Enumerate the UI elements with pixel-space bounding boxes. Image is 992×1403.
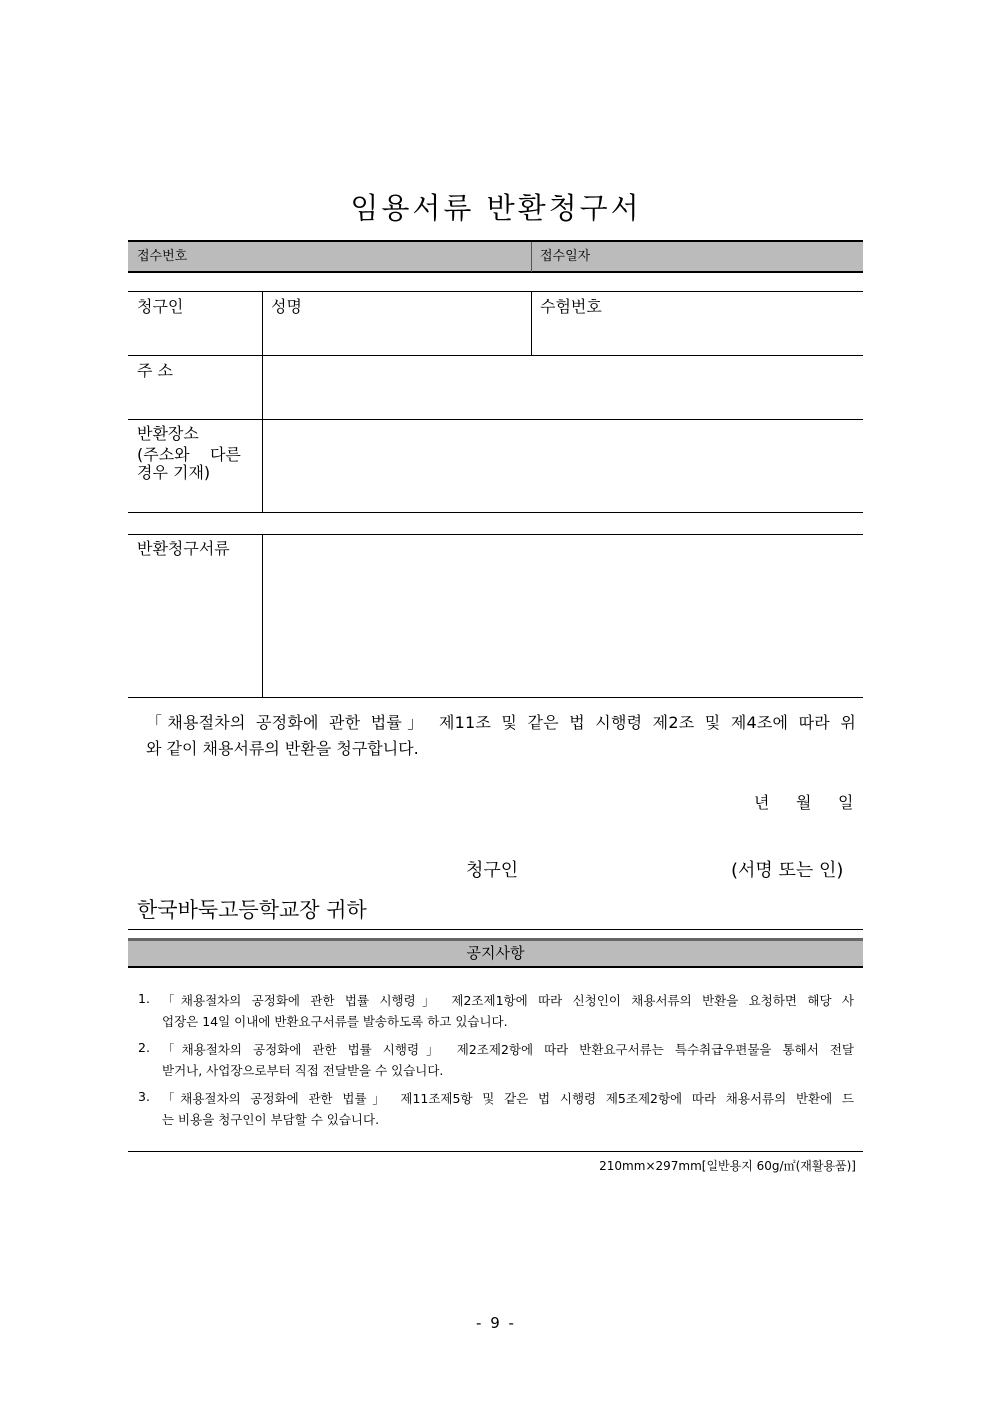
return-place-label-line2: (주소와 다른 — [137, 445, 241, 464]
notice-item-2-line1: 「채용절차의 공정화에 관한 법률 시행령」 제2조제2항에 따라 반환요구서류는 특수취급우편물을 통해서 전달 — [162, 1042, 854, 1057]
notice-top-rule — [128, 938, 863, 941]
date-day: 일 — [838, 793, 854, 812]
page-number: - 9 - — [476, 1314, 516, 1332]
signature-sign-label: (서명 또는 인) — [731, 860, 844, 881]
recipient-rule — [128, 929, 863, 930]
address-field[interactable] — [266, 358, 858, 416]
date-month: 월 — [796, 793, 812, 812]
claimant-label: 청구인 — [137, 297, 184, 316]
signature-field[interactable] — [530, 854, 720, 880]
form-title: 임용서류 반환청구서 — [350, 191, 642, 225]
documents-bottom-rule — [128, 697, 863, 698]
claimant-top-rule — [128, 291, 863, 292]
recipient: 한국바둑고등학교장 귀하 — [137, 898, 367, 922]
claimant-row-rule — [128, 355, 863, 356]
receipt-divider — [531, 242, 532, 272]
signature-claimant-label: 청구인 — [466, 860, 519, 881]
notice-item-1-line1: 「채용절차의 공정화에 관한 법률 시행령」 제2조제1항에 따라 신청인이 채용서류의 반환을 요청하면 해당 사 — [162, 993, 854, 1008]
claimant-label-divider — [262, 292, 263, 512]
documents-top-rule — [128, 534, 863, 535]
date-year: 년 — [754, 793, 770, 812]
notice-item-3-number: 3. — [138, 1089, 150, 1104]
statement-line1: 「채용절차의 공정화에 관한 법률」 제11조 및 같은 법 시행령 제2조 및 제4조에 따라 위 — [146, 713, 856, 732]
documents-field[interactable] — [266, 538, 858, 693]
name-field[interactable] — [270, 316, 525, 352]
exam-number-field[interactable] — [540, 316, 858, 352]
return-place-label-line1: 반환장소 — [137, 424, 199, 443]
notice-header: 공지사항 — [466, 944, 525, 962]
receipt-number-label: 접수번호 — [137, 249, 188, 264]
notice-item-1-number: 1. — [138, 991, 150, 1006]
receipt-date-field[interactable] — [600, 242, 858, 270]
notice-item-2-number: 2. — [138, 1040, 150, 1055]
return-place-label-line3: 경우 기재) — [137, 463, 211, 482]
notice-item-1-line2: 업장은 14일 이내에 반환요구서류를 발송하도록 하고 있습니다. — [162, 1014, 508, 1029]
notice-item-3-line1: 「채용절차의 공정화에 관한 법률」 제11조제5항 및 같은 법 시행령 제5조제2항에 따라 채용서류의 반환에 드 — [162, 1091, 854, 1106]
notice-item-3-line2: 는 비용을 청구인이 부담할 수 있습니다. — [162, 1112, 380, 1127]
notice-item-2-line2: 받거나, 사업장으로부터 직접 전달받을 수 있습니다. — [162, 1063, 444, 1078]
name-exam-divider — [531, 292, 532, 355]
address-label: 주 소 — [137, 361, 173, 380]
receipt-bottom-rule — [128, 271, 863, 273]
documents-label: 반환청구서류 — [137, 539, 230, 558]
statement-line2: 와 같이 채용서류의 반환을 청구합니다. — [146, 739, 419, 758]
footer-rule — [128, 1151, 863, 1152]
name-label: 성명 — [271, 297, 302, 316]
return-place-field[interactable] — [266, 422, 858, 508]
paper-spec: 210mm×297mm[일반용지 60g/㎡(재활용품)] — [599, 1159, 856, 1173]
notice-bottom-rule — [128, 966, 863, 968]
exam-number-label: 수험번호 — [540, 297, 602, 316]
claimant-bottom-rule — [128, 512, 863, 513]
documents-label-divider — [262, 535, 263, 697]
receipt-number-field[interactable] — [200, 242, 526, 270]
receipt-date-label: 접수일자 — [540, 249, 591, 264]
address-row-rule — [128, 419, 863, 420]
